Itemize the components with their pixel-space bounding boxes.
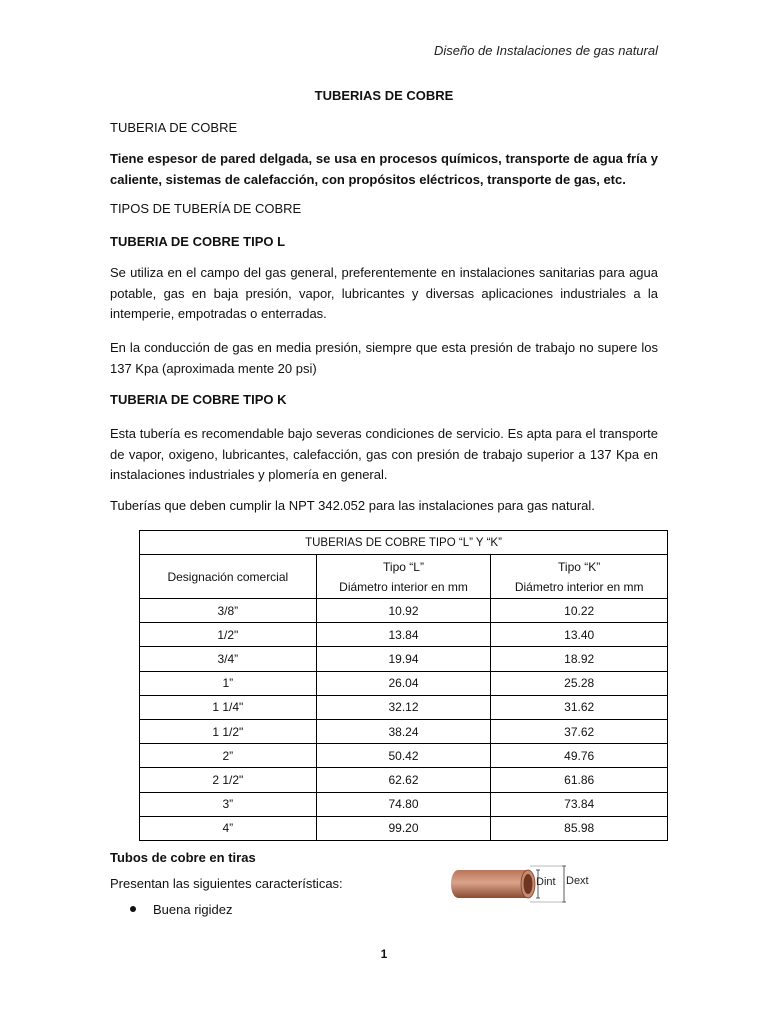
table-row <box>140 647 668 671</box>
cell-type-l: 38.24 <box>316 719 491 743</box>
strips-heading: Tubos de cobre en tiras <box>110 850 256 865</box>
cell-type-l: 26.04 <box>316 671 491 695</box>
cell-type-l: 50.42 <box>316 744 491 768</box>
table-body <box>140 599 668 841</box>
table-row <box>140 599 668 623</box>
cell-type-k: 37.62 <box>491 719 668 743</box>
header-type-l: Tipo “L” Diámetro interior en mm <box>316 555 491 599</box>
strips-intro: Presentan las siguientes características: <box>110 876 343 891</box>
type-l-paragraph-1: Se utiliza en el campo del gas general, preferentemente en instalaciones sanitarias para agua potable, gas en baja presión, vapor, lubricantes y diversas aplicaciones industriales a la intemperie, empotradas o enterradas. <box>110 265 658 321</box>
cell-designation: 1” <box>140 671 317 695</box>
cell-designation: 2 1/2" <box>140 768 317 792</box>
document-title: TUBERIAS DE COBRE <box>314 88 454 103</box>
cell-type-k: 13.40 <box>491 623 668 647</box>
cell-type-k: 10.22 <box>491 599 668 623</box>
cell-type-k: 61.86 <box>491 768 668 792</box>
cell-type-k: 18.92 <box>491 647 668 671</box>
table-row <box>140 719 668 743</box>
page-number: 1 <box>380 947 388 961</box>
bullet-list <box>130 902 233 917</box>
cell-type-l: 99.20 <box>316 816 491 840</box>
cell-designation: 1 1/2" <box>140 719 317 743</box>
table-row <box>140 671 668 695</box>
table-title: TUBERIAS DE COBRE TIPO “L” Y “K” <box>140 531 668 555</box>
table-row <box>140 792 668 816</box>
cell-type-l: 32.12 <box>316 695 491 719</box>
table-row <box>140 744 668 768</box>
cell-type-k: 85.98 <box>491 816 668 840</box>
cell-designation: 4” <box>140 816 317 840</box>
cell-designation: 3” <box>140 792 317 816</box>
table-row <box>140 695 668 719</box>
header-designation: Designación comercial <box>140 555 317 599</box>
types-heading: TIPOS DE TUBERÍA DE COBRE <box>110 201 302 216</box>
type-k-paragraph: Esta tubería es recomendable bajo severas condiciones de servicio. Es apta para el transporte de vapor, oxigeno, lubricantes, calefacción, gas con presión de trabajo superior a 137 Kpa en instalaciones industriales y plomería en general. <box>110 426 658 482</box>
bullet-dot-icon <box>130 906 136 912</box>
cell-designation: 1/2" <box>140 623 317 647</box>
label-dext: Dext <box>566 875 589 887</box>
copper-tube-illustration-icon <box>450 862 610 906</box>
cell-type-l: 13.84 <box>316 623 491 647</box>
cell-designation: 3/8” <box>140 599 317 623</box>
header-type-k: Tipo “K” Diámetro interior en mm <box>491 555 668 599</box>
cell-designation: 1 1/4" <box>140 695 317 719</box>
cell-type-l: 19.94 <box>316 647 491 671</box>
npt-paragraph: Tuberías que deben cumplir la NPT 342.052 para las instalaciones para gas natural. <box>110 498 595 513</box>
bullet-item: Buena rigidez <box>153 902 233 917</box>
type-l-heading: TUBERIA DE COBRE TIPO L <box>110 234 286 249</box>
cell-designation: 2” <box>140 744 317 768</box>
cell-type-l: 62.62 <box>316 768 491 792</box>
cell-type-k: 73.84 <box>491 792 668 816</box>
cell-type-k: 49.76 <box>491 744 668 768</box>
table-row <box>140 816 668 840</box>
cell-type-k: 31.62 <box>491 695 668 719</box>
cell-type-l: 10.92 <box>316 599 491 623</box>
section-description: Tiene espesor de pared delgada, se usa en procesos químicos, transporte de agua fría y caliente, sistemas de calefacción, con propósitos eléctricos, transporte de gas, etc. <box>110 151 658 187</box>
table-row <box>140 623 668 647</box>
table-row <box>140 768 668 792</box>
copper-pipe-table <box>139 530 668 841</box>
section-heading-tuberia-cobre: TUBERIA DE COBRE <box>110 120 238 135</box>
cell-designation: 3/4” <box>140 647 317 671</box>
type-l-paragraph-2: En la conducción de gas en media presión, siempre que esta presión de trabajo no supere los 137 Kpa (aproximada mente 20 psi) <box>110 340 658 376</box>
cell-type-l: 74.80 <box>316 792 491 816</box>
label-dint: Dint <box>536 876 556 888</box>
cell-type-k: 25.28 <box>491 671 668 695</box>
running-header: Diseño de Instalaciones de gas natural <box>433 43 658 58</box>
type-k-heading: TUBERIA DE COBRE TIPO K <box>110 392 287 407</box>
